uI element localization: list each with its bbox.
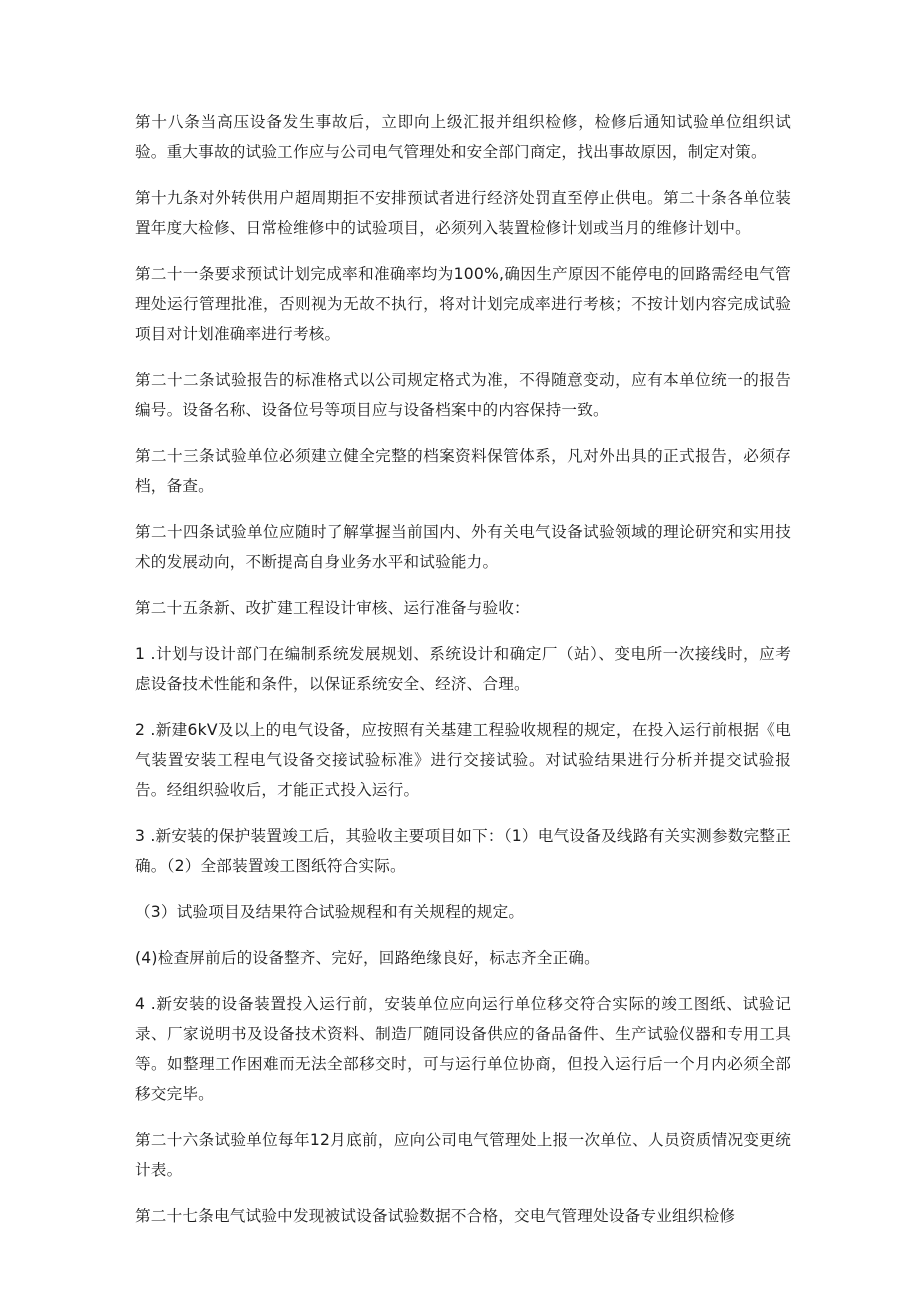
list-subitem-4: (4)检查屏前后的设备整齐、完好，回路绝缘良好，标志齐全正确。 bbox=[135, 949, 600, 967]
list-subitem-3: （3）试验项目及结果符合试验规程和有关规程的规定。 bbox=[135, 903, 525, 921]
list-item-4: 4 .新安装的设备装置投入运行前，安装单位应向运行单位移交符合实际的竣工图纸、试验记录、厂家说明书及设备技术资料、制造厂随同设备供应的备品备件、生产试验仪器和专用工具等。如整理工作困难而无法全部移交时，可与运行单位协商，但投入运行后一个月内必须全部移交完毕。 bbox=[135, 995, 791, 1103]
article-22-paragraph: 第二十二条试验报告的标准格式以公司规定格式为准，不得随意变动，应有本单位统一的报告编号。设备名称、设备位号等项目应与设备档案中的内容保持一致。 bbox=[135, 371, 791, 419]
list-item-1: 1 .计划与设计部门在编制系统发展规划、系统设计和确定厂（站）、变电所一次接线时，应考虑设备技术性能和条件，以保证系统安全、经济、合理。 bbox=[135, 645, 791, 693]
article-21-paragraph: 第二十一条要求预试计划完成率和准确率均为100%,确因生产原因不能停电的回路需经电气管理处运行管理批准，否则视为无故不执行，将对计划完成率进行考核；不按计划内容完成试验项目对计划准确率进行考核。 bbox=[135, 265, 791, 343]
list-item-2: 2 .新建6kV及以上的电气设备，应按照有关基建工程验收规程的规定，在投入运行前根据《电气装置安装工程电气设备交接试验标准》进行交接试验。对试验结果进行分析并提交试验报告。经组织验收后，才能正式投入运行。 bbox=[135, 721, 791, 799]
article-18-paragraph: 第十八条当高压设备发生事故后，立即向上级汇报并组织检修，检修后通知试验单位组织试验。重大事故的试验工作应与公司电气管理处和安全部门商定，找出事故原因，制定对策。 bbox=[135, 113, 791, 161]
article-19-20-paragraph: 第十九条对外转供用户超周期拒不安排预试者进行经济处罚直至停止供电。第二十条各单位装置年度大检修、日常检维修中的试验项目，必须列入装置检修计划或当月的维修计划中。 bbox=[135, 189, 791, 237]
document-body bbox=[135, 107, 791, 1247]
article-23-paragraph: 第二十三条试验单位必须建立健全完整的档案资料保管体系，凡对外出具的正式报告，必须存档，备查。 bbox=[135, 447, 791, 495]
article-26-paragraph: 第二十六条试验单位每年12月底前，应向公司电气管理处上报一次单位、人员资质情况变更统计表。 bbox=[135, 1131, 791, 1179]
article-27-paragraph: 第二十七条电气试验中发现被试设备试验数据不合格，交电气管理处设备专业组织检修 bbox=[135, 1207, 736, 1225]
article-25-paragraph: 第二十五条新、改扩建工程设计审核、运行准备与验收： bbox=[135, 599, 530, 617]
article-24-paragraph: 第二十四条试验单位应随时了解掌握当前国内、外有关电气设备试验领域的理论研究和实用技术的发展动向，不断提高自身业务水平和试验能力。 bbox=[135, 523, 791, 571]
list-item-3: 3 .新安装的保护装置竣工后，其验收主要项目如下：（1）电气设备及线路有关实测参数完整正确。（2）全部装置竣工图纸符合实际。 bbox=[135, 827, 791, 875]
